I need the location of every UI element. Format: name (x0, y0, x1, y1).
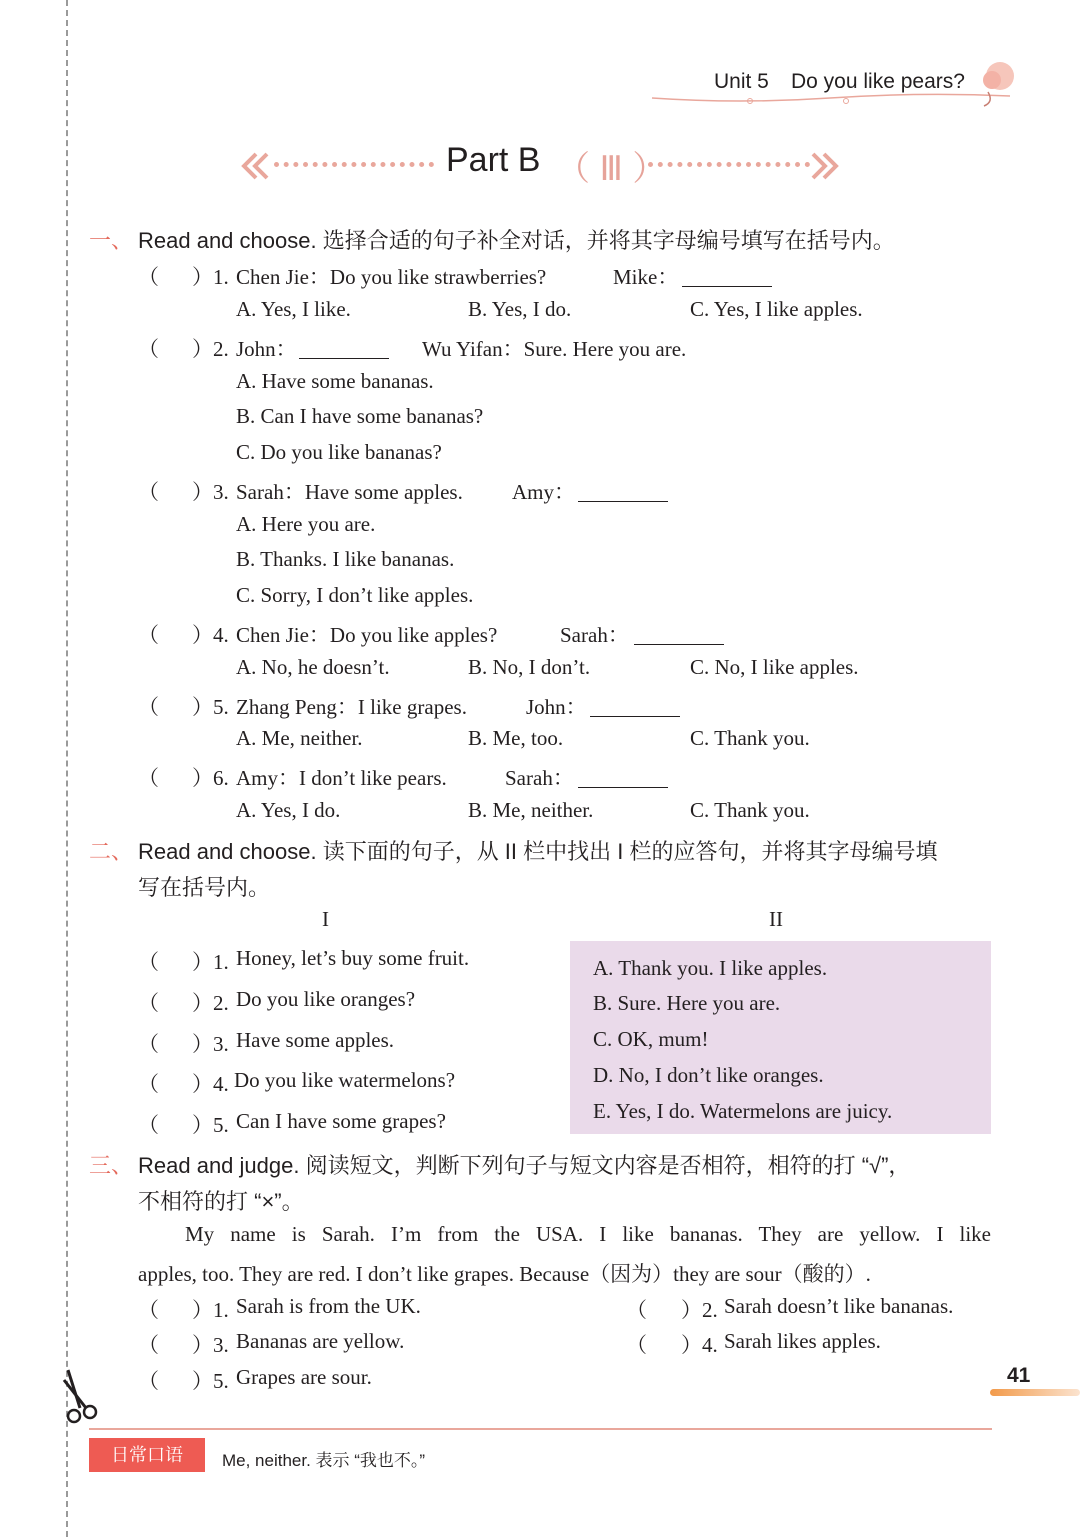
question-number: ）2. (192, 337, 229, 361)
answer-blank[interactable] (578, 483, 668, 502)
answer-option: C. OK, mum! (593, 1027, 709, 1051)
paren-open: （ (138, 623, 159, 647)
passage-line2: apples, too. They are red. I don’t like grapes. Because（因为）they are sour（酸的）. (138, 1262, 871, 1286)
option-b: B. Thanks. I like bananas. (236, 547, 455, 571)
option-a: A. No, he doesn’t. (236, 655, 390, 679)
paren-open: （ (138, 766, 159, 790)
question-text: John： (236, 337, 297, 361)
question-number: ）5. (192, 1369, 229, 1393)
question-text: Grapes are sour. (236, 1365, 372, 1389)
answer-blank[interactable] (682, 268, 772, 287)
speaker: John： (526, 695, 587, 719)
page-number: 41 (1007, 1364, 1031, 1387)
answer-blank[interactable] (634, 626, 724, 645)
speaker: Sarah： (505, 766, 574, 790)
answer-option: E. Yes, I do. Watermelons are juicy. (593, 1099, 893, 1123)
page-number-bar (990, 1388, 1080, 1398)
question-number: ）5. (192, 695, 229, 719)
question-number: ）1. (192, 1298, 229, 1322)
question-text: Sarah is from the UK. (236, 1294, 421, 1318)
question-text: Sarah doesn’t like bananas. (724, 1294, 954, 1318)
paren-open: （ (138, 950, 159, 974)
paren-open: （ (138, 991, 159, 1015)
option-b: B. Me, neither. (468, 798, 594, 822)
section2-number: 二、 (89, 839, 134, 864)
daily-phrase-tag: 日常口语 (89, 1438, 205, 1472)
part-title: Part B (446, 141, 541, 179)
double-chevron-left-icon (240, 152, 270, 180)
option-b: B. Me, too. (468, 726, 564, 750)
question-number: ）2. (681, 1298, 718, 1322)
daily-phrase-text: Me, neither. 表示 “我也不。” (222, 1451, 426, 1470)
column-ii-header: II (769, 907, 783, 931)
option-c: C. No, I like apples. (690, 655, 859, 679)
question-text: Honey, let’s buy some fruit. (236, 946, 470, 970)
passage-line1: My name is Sarah. I’m from the USA. I like bananas. They are yellow. I like (185, 1222, 991, 1246)
paren-open: （ (138, 1072, 159, 1096)
question-text: Chen Jie：Do you like strawberries? (236, 265, 547, 289)
scissors-icon (58, 1368, 102, 1428)
section3-instruction-line2: 不相符的打 “×”。 (138, 1189, 304, 1214)
paren-open: （ (138, 1113, 159, 1137)
question-number: ）5. (192, 1113, 229, 1137)
question-text: Bananas are yellow. (236, 1329, 405, 1353)
option-a: A. Me, neither. (236, 726, 363, 750)
question-text: Chen Jie：Do you like apples? (236, 623, 498, 647)
header-underline-decoration (650, 92, 1020, 108)
option-a: A. Yes, I do. (236, 798, 341, 822)
question-number: ）6. (192, 766, 229, 790)
option-a: A. Here you are. (236, 512, 376, 536)
question-number: ）3. (192, 1032, 229, 1056)
bottom-rule (89, 1428, 992, 1430)
question-number: ）4. (192, 623, 229, 647)
title-dots-right (648, 162, 810, 167)
paren-open: （ (626, 1298, 647, 1322)
paren-open: （ (138, 1369, 159, 1393)
question-text: Amy：I don’t like pears. (236, 766, 447, 790)
option-c: C. Do you like bananas? (236, 440, 442, 464)
unit-label: Unit 5 (714, 70, 769, 93)
double-chevron-right-icon (810, 152, 840, 180)
section1-instruction: Read and choose. 选择合适的句子补全对话，并将其字母编号填写在括号内。 (138, 228, 895, 253)
question-number: ）3. (192, 480, 229, 504)
question-text: Zhang Peng：I like grapes. (236, 695, 467, 719)
part-roman-numeral: （ Ⅲ ） (556, 150, 667, 188)
question-number: ）2. (192, 991, 229, 1015)
unit-title: Do you like pears? (791, 70, 965, 93)
section2-instruction-line1: Read and choose. 读下面的句子，从 II 栏中找出 I 栏的应答句，并将其字母编号填 (138, 839, 938, 864)
question-number: ）3. (192, 1333, 229, 1357)
question-number: ）4. (681, 1333, 718, 1357)
speaker: Mike： (613, 265, 679, 289)
speaker: Amy： (512, 480, 575, 504)
paren-open: （ (138, 265, 159, 289)
answer-option: A. Thank you. I like apples. (593, 956, 828, 980)
title-dots-left (274, 162, 434, 167)
cut-line (66, 0, 68, 1537)
question-text: Sarah likes apples. (724, 1329, 881, 1353)
question-number: ）1. (192, 950, 229, 974)
paren-open: （ (138, 1298, 159, 1322)
section2-instruction-line2: 写在括号内。 (138, 875, 271, 900)
question-text: Can I have some grapes? (236, 1109, 446, 1133)
answer-blank[interactable] (590, 698, 680, 717)
section1-number: 一、 (89, 228, 134, 253)
option-c: C. Thank you. (690, 798, 810, 822)
option-a: A. Yes, I like. (236, 297, 351, 321)
column-i-header: I (322, 907, 329, 931)
response-text: Wu Yifan：Sure. Here you are. (422, 337, 687, 361)
option-c: C. Yes, I like apples. (690, 297, 863, 321)
question-text: Have some apples. (236, 1028, 395, 1052)
option-b: B. Yes, I do. (468, 297, 572, 321)
answer-option: B. Sure. Here you are. (593, 991, 781, 1015)
question-number: ）1. (192, 265, 229, 289)
answer-option: D. No, I don’t like oranges. (593, 1063, 824, 1087)
section3-instruction-line1: Read and judge. 阅读短文，判断下列句子与短文内容是否相符，相符的打 “√”， (138, 1153, 911, 1178)
question-text: Sarah：Have some apples. (236, 480, 463, 504)
speaker: Sarah： (560, 623, 629, 647)
answer-blank[interactable] (299, 340, 389, 359)
option-c: C. Thank you. (690, 726, 810, 750)
paren-open: （ (138, 695, 159, 719)
option-b: B. No, I don’t. (468, 655, 591, 679)
question-number: ）4. (192, 1072, 229, 1096)
paren-open: （ (138, 1032, 159, 1056)
paren-open: （ (138, 480, 159, 504)
section3-number: 三、 (89, 1153, 134, 1178)
question-text: Do you like oranges? (236, 987, 416, 1011)
paren-open: （ (138, 337, 159, 361)
option-b: B. Can I have some bananas? (236, 404, 484, 428)
paren-open: （ (138, 1333, 159, 1357)
balloon-icon (978, 58, 1020, 108)
option-a: A. Have some bananas. (236, 369, 434, 393)
option-c: C. Sorry, I don’t like apples. (236, 583, 474, 607)
question-text: Do you like watermelons? (234, 1068, 456, 1092)
answer-blank[interactable] (578, 769, 668, 788)
paren-open: （ (626, 1333, 647, 1357)
